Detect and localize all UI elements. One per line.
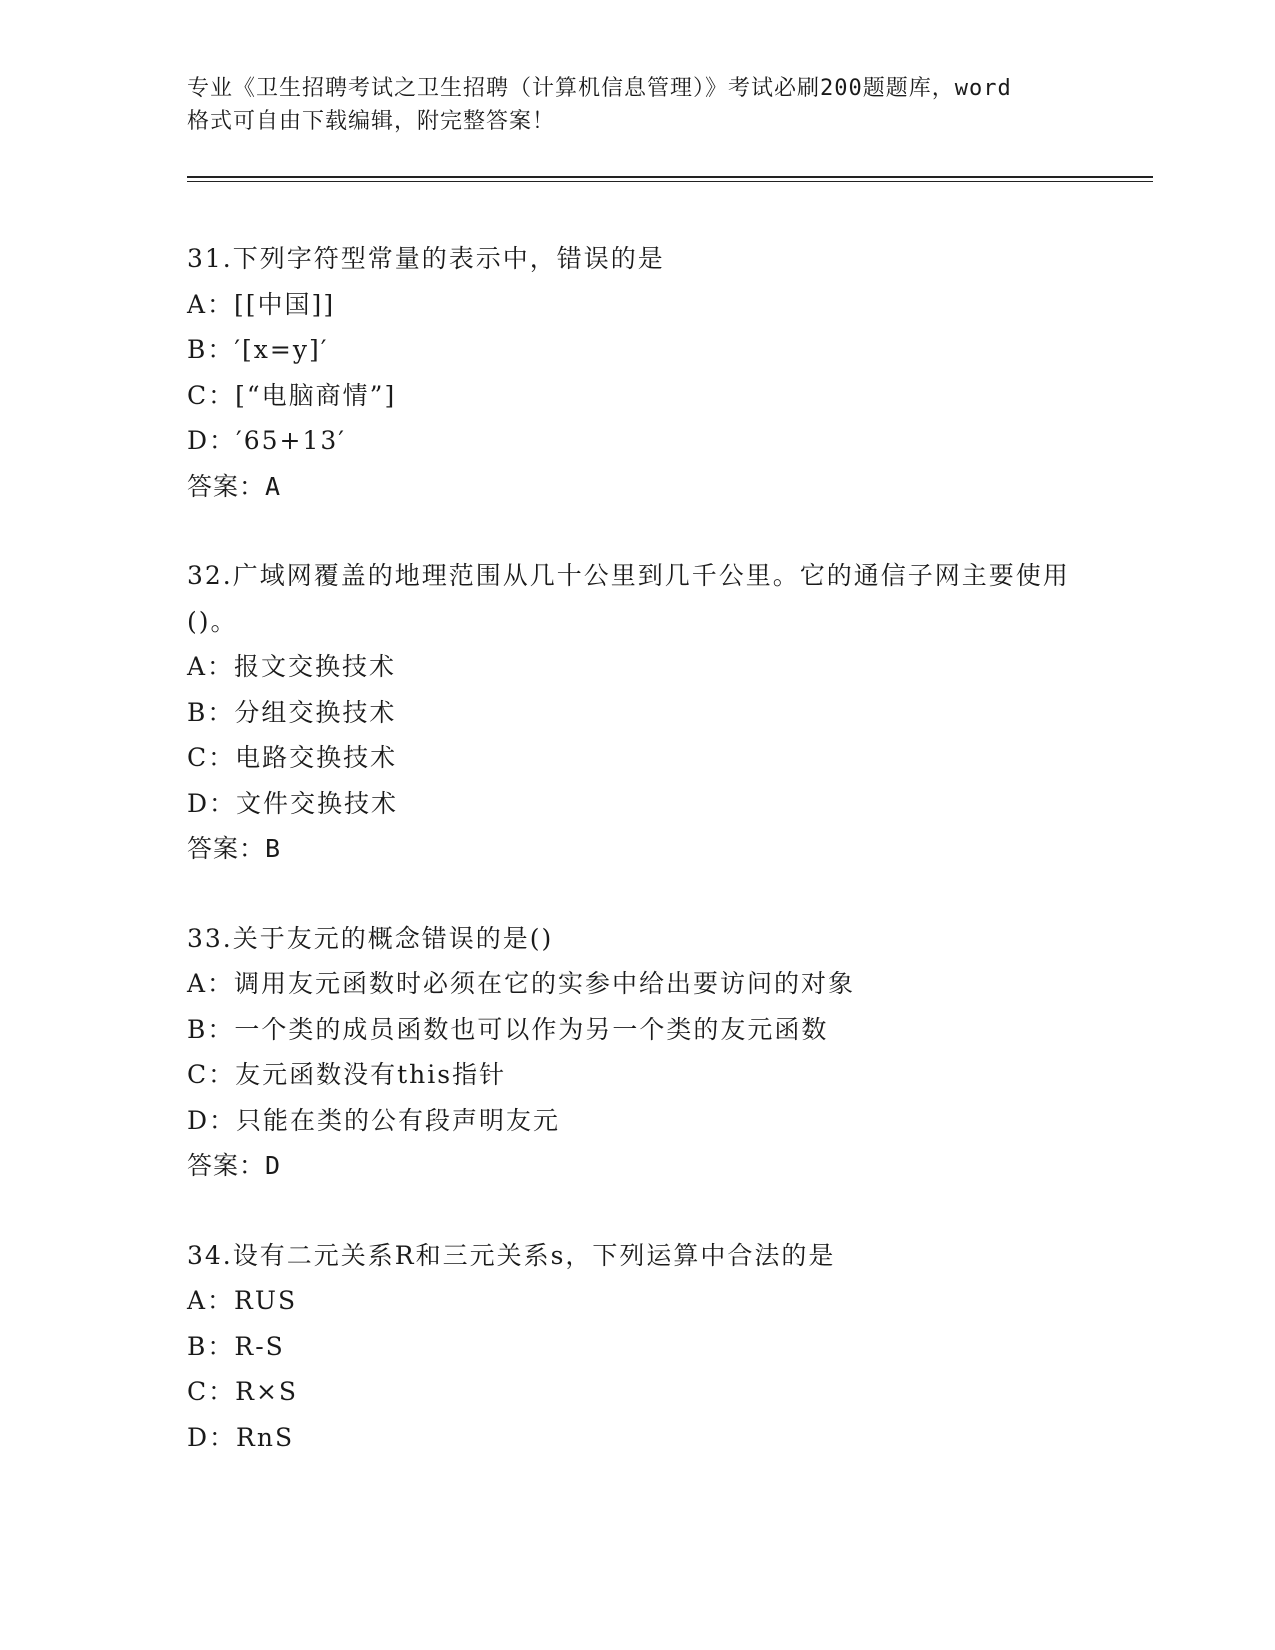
option-a: A：[[中国]] — [187, 289, 336, 319]
question-stem: 33.关于友元的概念错误的是() — [187, 923, 554, 953]
option-a: A：调用友元函数时必须在它的实参中给出要访问的对象 — [187, 969, 856, 998]
question-34 — [187, 1233, 1117, 1461]
header-title-line-2: 格式可自由下载编辑，附完整答案！ — [187, 109, 556, 134]
question-32 — [187, 553, 1117, 872]
option-b: B：R-S — [187, 1331, 285, 1361]
question-stem: 34.设有二元关系R和三元关系s，下列运算中合法的是 — [187, 1240, 836, 1270]
option-d: D：′65+13′ — [187, 426, 346, 455]
header-title-line-1: 专业《卫生招聘考试之卫生招聘（计算机信息管理）》考试必刷200题题库，word — [187, 76, 1012, 101]
header-divider-thin — [187, 181, 1153, 182]
option-c: C：[“电脑商情”] — [187, 380, 397, 410]
option-a: A：RUS — [187, 1286, 298, 1315]
option-d: D：文件交换技术 — [187, 788, 399, 818]
option-b: B：一个类的成员函数也可以作为另一个类的友元函数 — [187, 1014, 829, 1044]
question-list — [187, 236, 1117, 1504]
option-b: B：分组交换技术 — [187, 697, 397, 727]
option-b: B：′[x=y]′ — [187, 335, 329, 364]
answer: 答案：D — [187, 1151, 282, 1180]
question-stem: 32.广域网覆盖的地理范围从几十公里到几千公里。它的通信子网主要使用()。 — [187, 561, 1070, 636]
option-a: A：报文交换技术 — [187, 652, 397, 681]
option-c: C：友元函数没有this指针 — [187, 1060, 507, 1089]
answer: 答案：A — [187, 471, 282, 501]
option-d: D：RnS — [187, 1422, 295, 1452]
option-c: C：R×S — [187, 1377, 299, 1406]
option-d: D：只能在类的公有段声明友元 — [187, 1105, 561, 1135]
option-c: C：电路交换技术 — [187, 743, 398, 772]
answer: 答案：B — [187, 834, 282, 863]
question-stem: 31.下列字符型常量的表示中，错误的是 — [187, 244, 665, 273]
document-header — [187, 72, 1087, 138]
question-33 — [187, 916, 1117, 1189]
question-31 — [187, 236, 1117, 509]
header-divider-thick — [187, 176, 1153, 178]
